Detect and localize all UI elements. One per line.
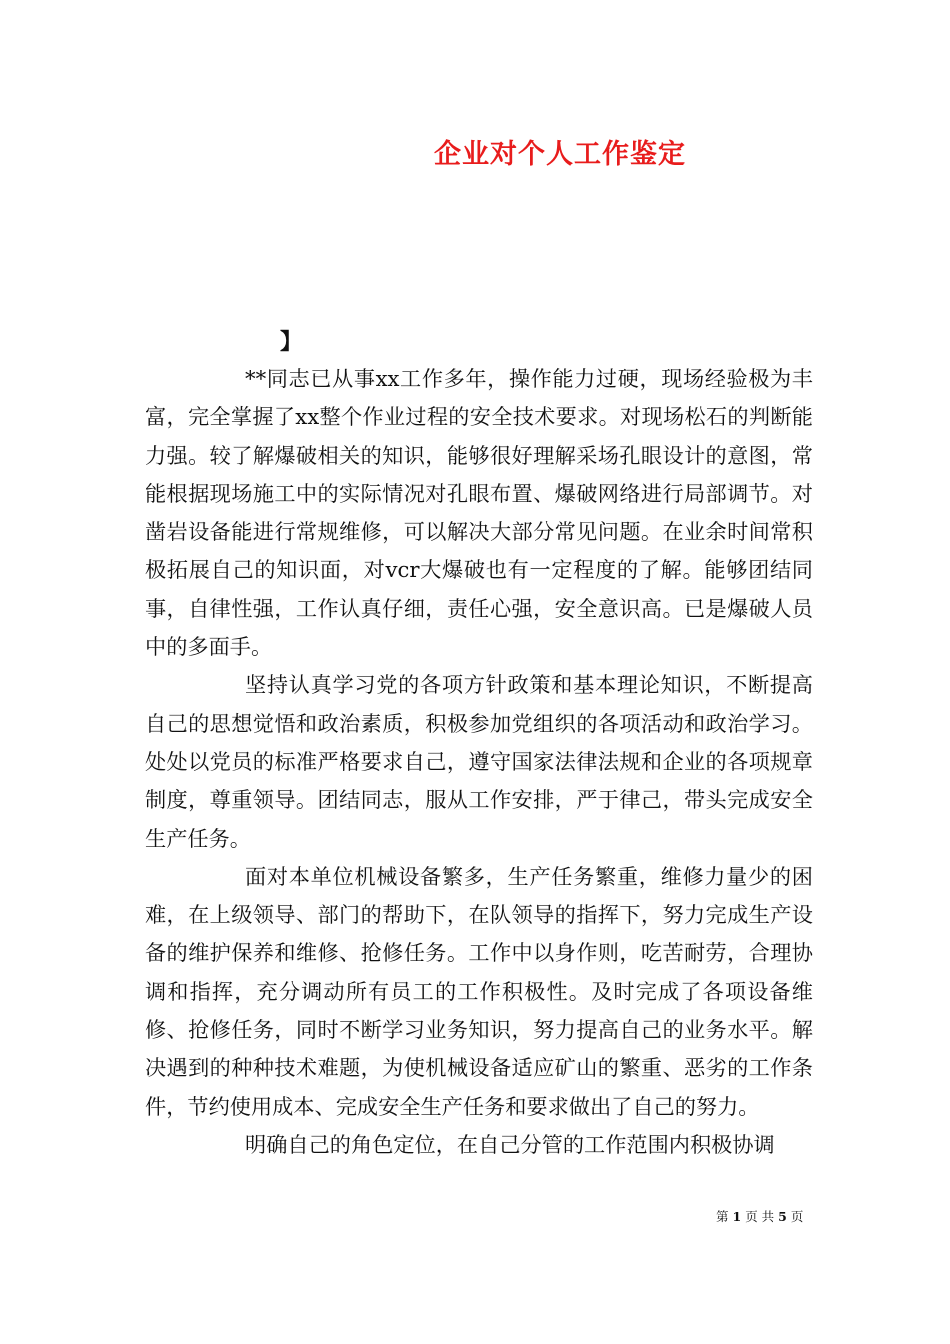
document-body [145,360,813,1164]
footer-suffix: 页 [790,1209,804,1224]
bracket-mark: 】 [280,329,303,355]
paragraph: **同志已从事xx工作多年，操作能力过硬，现场经验极为丰富，完全掌握了xx整个作业过程的安全技术要求。对现场松石的判断能力强。较了解爆破相关的知识，能够很好理解采场孔眼设计的意图，常能根据现场施工中的实际情况对孔眼布置、爆破网络进行局部调节。对凿岩设备能进行常规维修，可以解决大部分常见问题。在业余时间常积极拓展自己的知识面，对vcr大爆破也有一定程度的了解。能够团结同事，自律性强，工作认真仔细，责任心强，安全意识高。已是爆破人员中的多面手。 [145,366,813,660]
current-page-number: 1 [732,1209,742,1224]
paragraph: 坚持认真学习党的各项方针政策和基本理论知识，不断提高自己的思想觉悟和政治素质，积极参加党组织的各项活动和政治学习。处处以党员的标准严格要求自己，遵守国家法律法规和企业的各项规章制度，尊重领导。团结同志，服从工作安排，严于律己，带头完成安全生产任务。 [145,672,813,851]
paragraph: 明确自己的角色定位，在自己分管的工作范围内积极协调 [245,1131,775,1157]
footer-middle: 页 共 [745,1209,775,1224]
page-footer [716,1207,803,1225]
total-pages-number: 5 [778,1209,787,1224]
footer-prefix: 第 [716,1209,729,1224]
paragraph: 面对本单位机械设备繁多，生产任务繁重，维修力量少的困难，在上级领导、部门的帮助下，在队领导的指挥下，努力完成生产设备的维护保养和维修、抢修任务。工作中以身作则，吃苦耐劳，合理协调和指挥，充分调动所有员工的工作积极性。及时完成了各项设备维修、抢修任务，同时不断学习业务知识，努力提高自己的业务水平。解决遇到的种种技术难题，为使机械设备适应矿山的繁重、恶劣的工作条件，节约使用成本、完成安全生产任务和要求做出了自己的努力。 [145,863,813,1119]
document-title: 企业对个人工作鉴定 [434,139,686,170]
